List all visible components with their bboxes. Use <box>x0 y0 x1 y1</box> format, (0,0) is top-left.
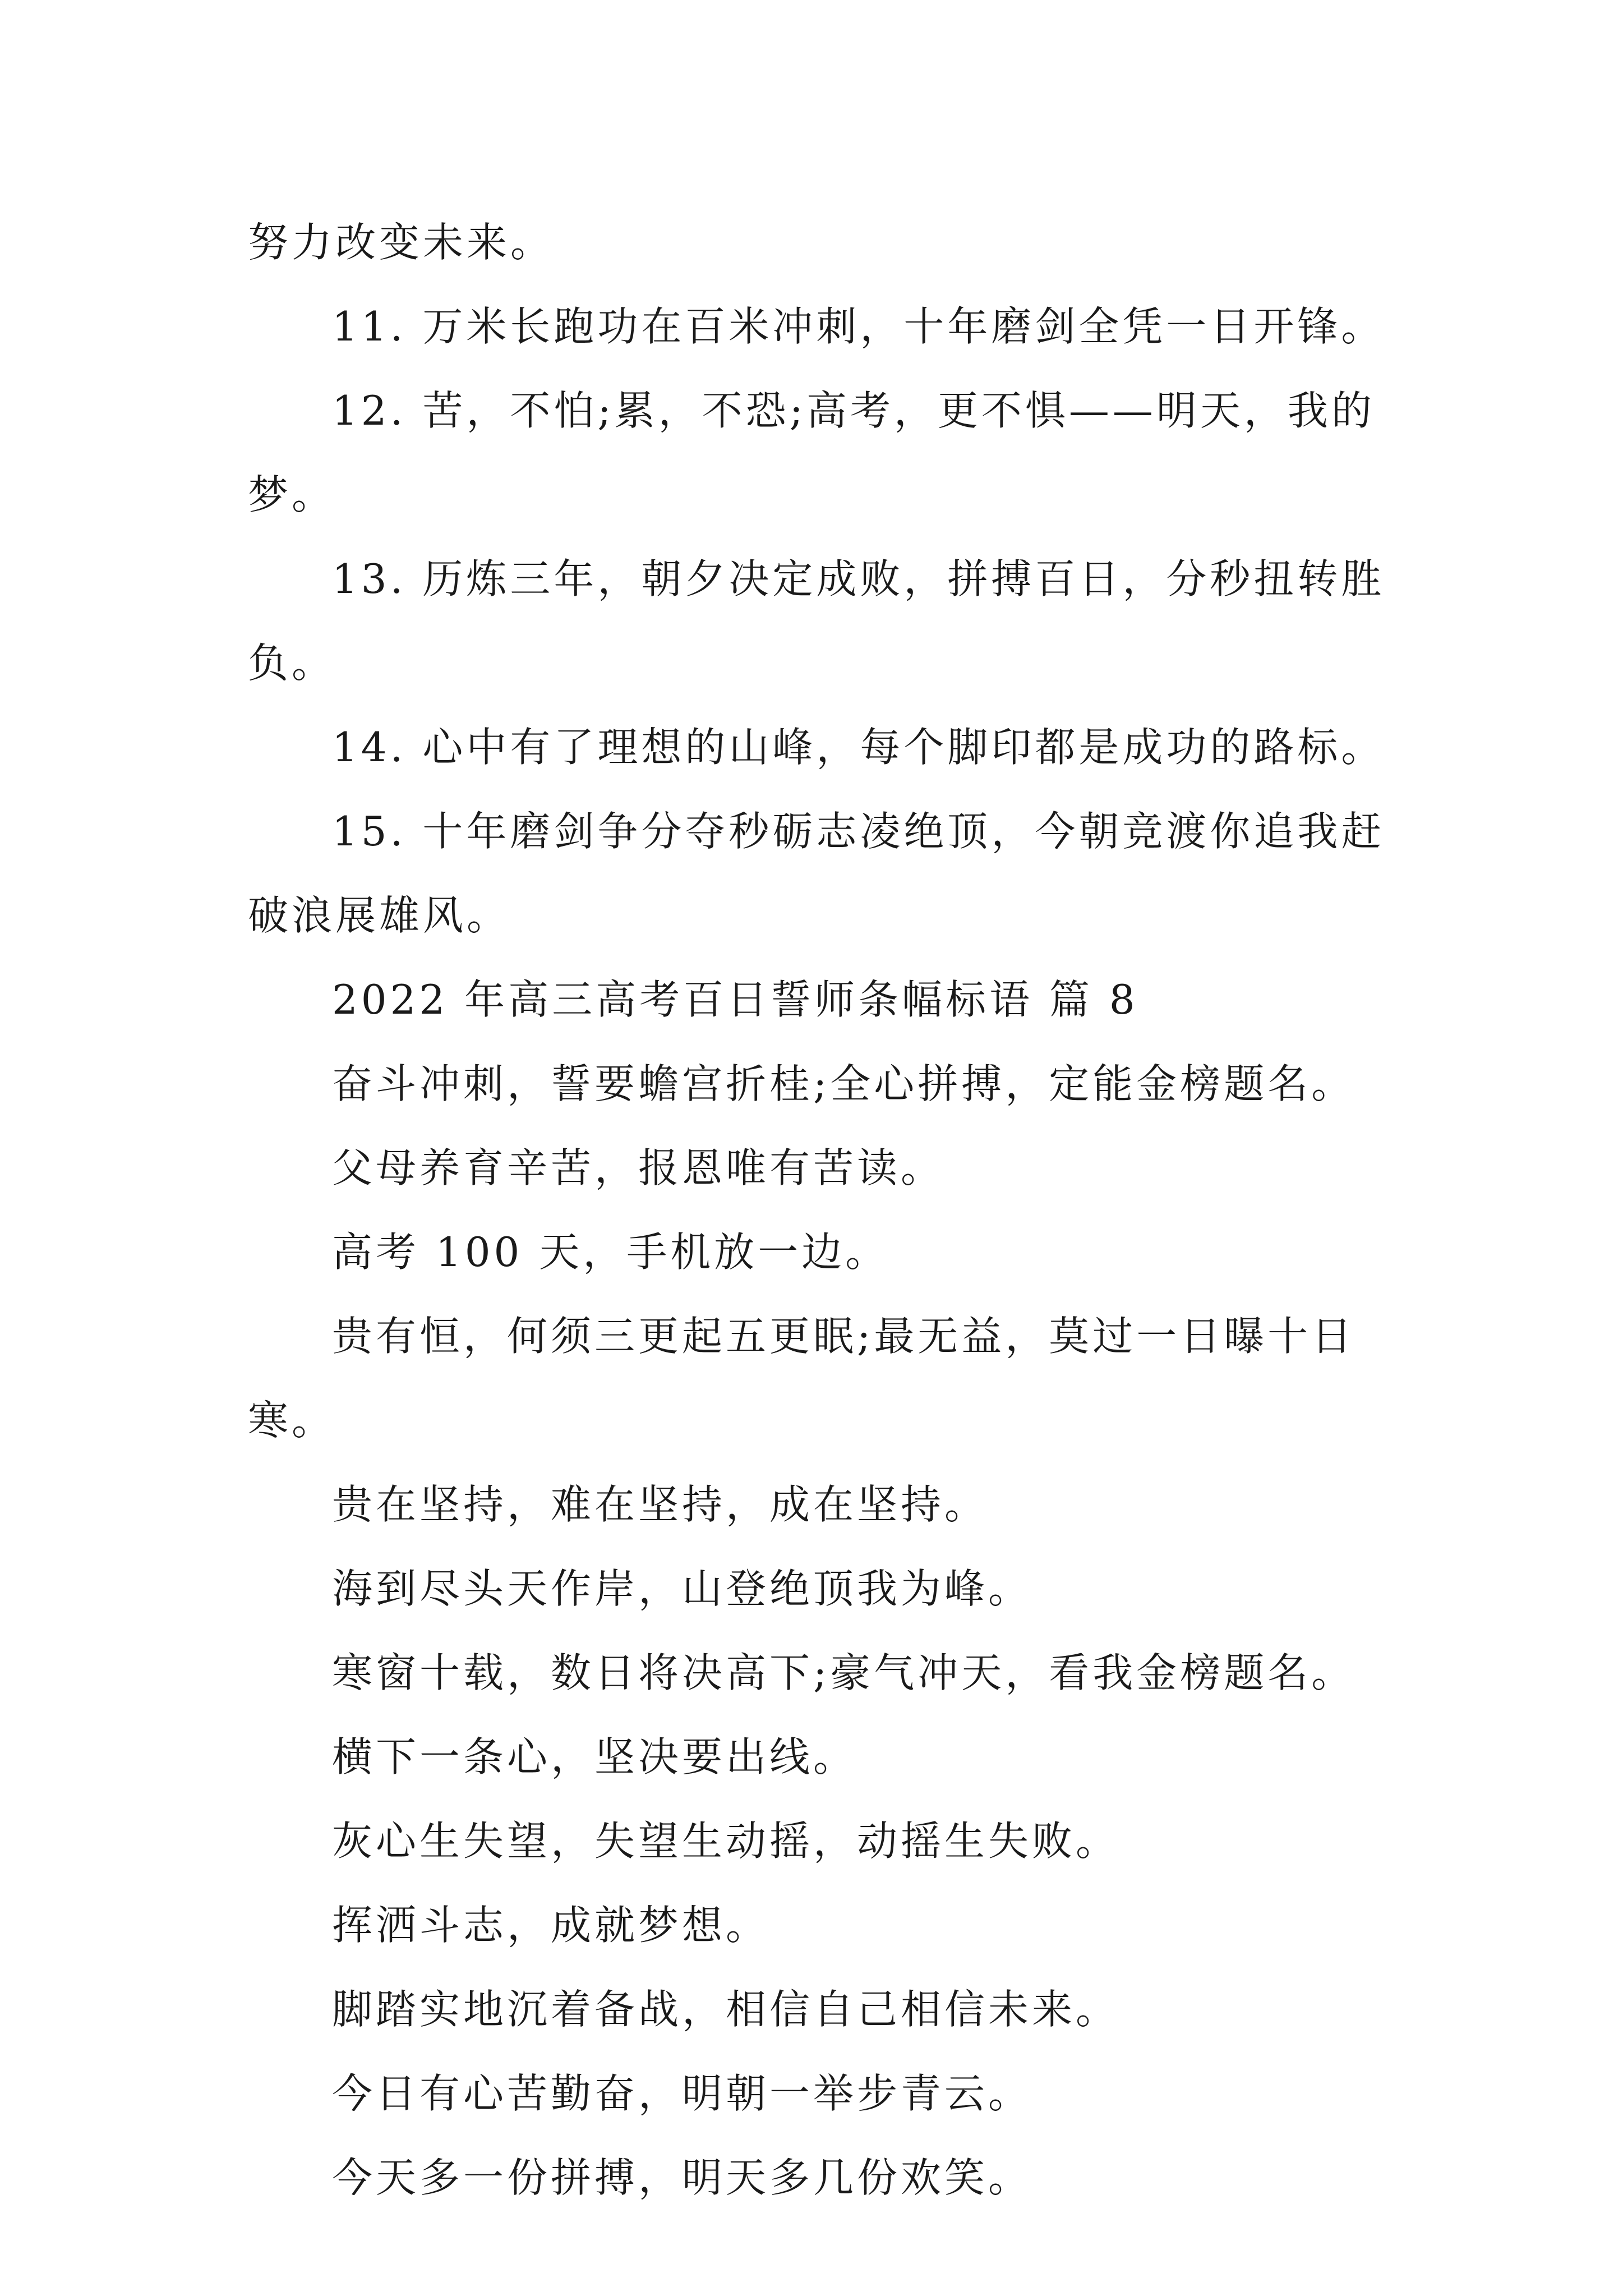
text-line: 11. 万米长跑功在百米冲刺，十年磨剑全凭一日开锋。 <box>332 303 1385 350</box>
text-line: 脚踏实地沉着备战，相信自己相信未来。 <box>332 1986 1120 2033</box>
text-line: 13. 历炼三年，朝夕决定成败，拼搏百日，分秒扭转胜 <box>332 555 1385 602</box>
text-line: 负。 <box>248 639 336 687</box>
text-line: 努力改变未来。 <box>248 219 555 266</box>
text-line: 贵有恒，何须三更起五更眠;最无益，莫过一日曝十日 <box>332 1313 1355 1360</box>
text-line: 14. 心中有了理想的山峰，每个脚印都是成功的路标。 <box>332 724 1385 771</box>
text-line: 父母养育辛苦，报恩唯有苦读。 <box>332 1144 945 1191</box>
text-line: 横下一条心，坚决要出线。 <box>332 1733 857 1780</box>
text-line: 15. 十年磨剑争分夺秒砺志凌绝顶，今朝竞渡你追我赶 <box>332 808 1385 855</box>
text-line: 高考 100 天，手机放一边。 <box>332 1228 889 1276</box>
text-line: 海到尽头天作岸，山登绝顶我为峰。 <box>332 1565 1032 1612</box>
text-line: 奋斗冲刺，誓要蟾宫折桂;全心拼搏，定能金榜题名。 <box>332 1060 1355 1107</box>
text-line: 今天多一份拼搏，明天多几份欢笑。 <box>332 2154 1032 2201</box>
section-heading: 2022 年高三高考百日誓师条幅标语 篇 8 <box>332 976 1138 1023</box>
text-line: 梦。 <box>248 471 336 518</box>
text-line: 贵在坚持，难在坚持，成在坚持。 <box>332 1481 989 1528</box>
text-line: 今日有心苦勤奋，明朝一举步青云。 <box>332 2070 1032 2117</box>
text-line: 破浪展雄风。 <box>248 892 511 939</box>
text-line: 12. 苦，不怕;累，不恐;高考，更不惧——明天，我的 <box>332 387 1375 434</box>
text-line: 寒。 <box>248 1397 336 1444</box>
text-line: 寒窗十载，数日将决高下;豪气冲天，看我金榜题名。 <box>332 1649 1355 1696</box>
text-line: 挥洒斗志，成就梦想。 <box>332 1902 770 1949</box>
text-line: 灰心生失望，失望生动摇，动摇生失败。 <box>332 1818 1120 1865</box>
